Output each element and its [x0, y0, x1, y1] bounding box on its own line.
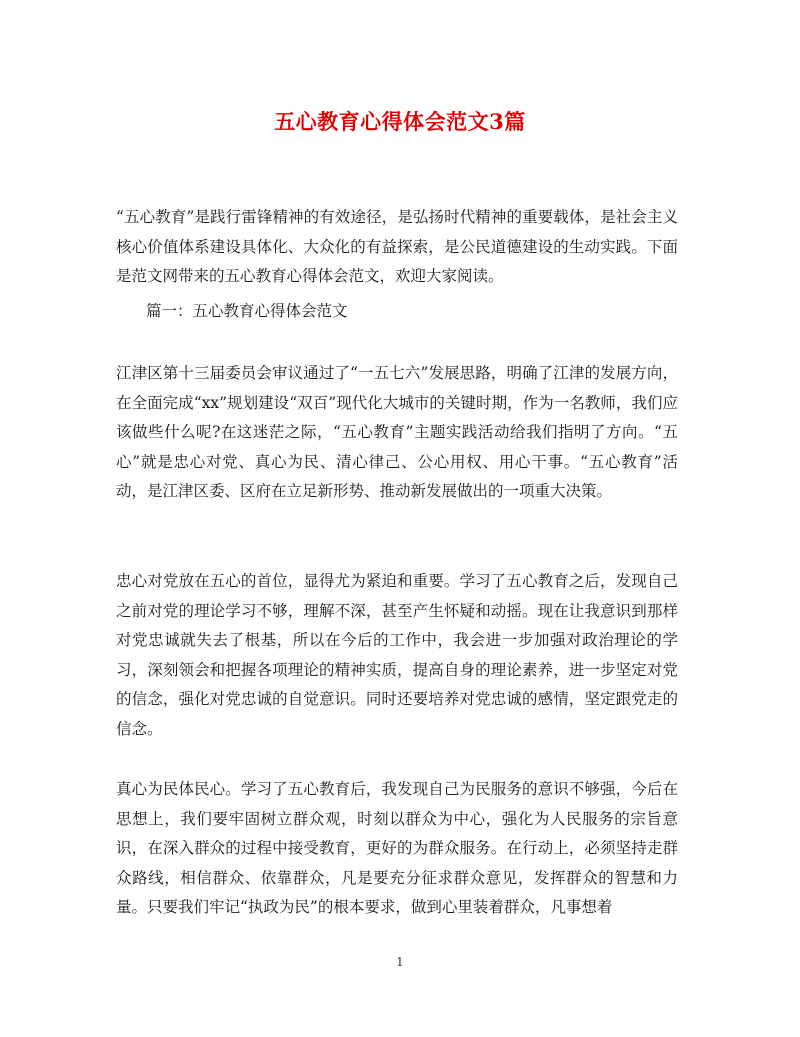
- section-heading: 篇一：五心教育心得体会范文: [146, 302, 348, 320]
- body-paragraph-1: 江津区第十三届委员会审议通过了“一五七六”发展思路，明确了江津的发展方向，在全面完成“xx”规划建设“双百”现代化大城市的关键时期，作为一名教师，我们应该做些什么呢?在这迷茫之际，“五心教育”主题实践活动给我们指明了方向。“五心”就是忠心对党、真心为民、清心律己、公心用权、用心干事。“五心教育”活动，是江津区委、区府在立足新形势、推动新发展做出的一项重大决策。: [116, 364, 678, 500]
- body-paragraph-3: 真心为民体民心。学习了五心教育后，我发现自己为民服务的意识不够强，今后在思想上，我们要牢固树立群众观，时刻以群众为中心，强化为人民服务的宗旨意识，在深入群众的过程中接受教育，更好的为群众服务。在行动上，必须坚持走群众路线，相信群众、依靠群众，凡是要充分征求群众意见，发挥群众的智慧和力量。只要我们牢记“执政为民”的根本要求，做到心里装着群众，凡事想着: [116, 780, 678, 916]
- page-number: 1: [396, 955, 404, 969]
- intro-paragraph: “五心教育”是践行雷锋精神的有效途径，是弘扬时代精神的重要载体，是社会主义核心价值体系建设具体化、大众化的有益探索，是公民道德建设的生动实践。下面是范文网带来的五心教育心得体会范文，欢迎大家阅读。: [116, 208, 678, 285]
- document-title: 五心教育心得体会范文3篇: [274, 109, 526, 134]
- body-paragraph-2: 忠心对党放在五心的首位，显得尤为紧迫和重要。学习了五心教育之后，发现自己之前对党的理论学习不够，理解不深，甚至产生怀疑和动摇。现在让我意识到那样对党忠诚就失去了根基，所以在今后的工作中，我会进一步加强对政治理论的学习，深刻领会和把握各项理论的精神实质，提高自身的理论素养，进一步坚定对党的信念，强化对党忠诚的自觉意识。同时还要培养对党忠诚的感情，坚定跟党走的信念。: [116, 572, 678, 738]
